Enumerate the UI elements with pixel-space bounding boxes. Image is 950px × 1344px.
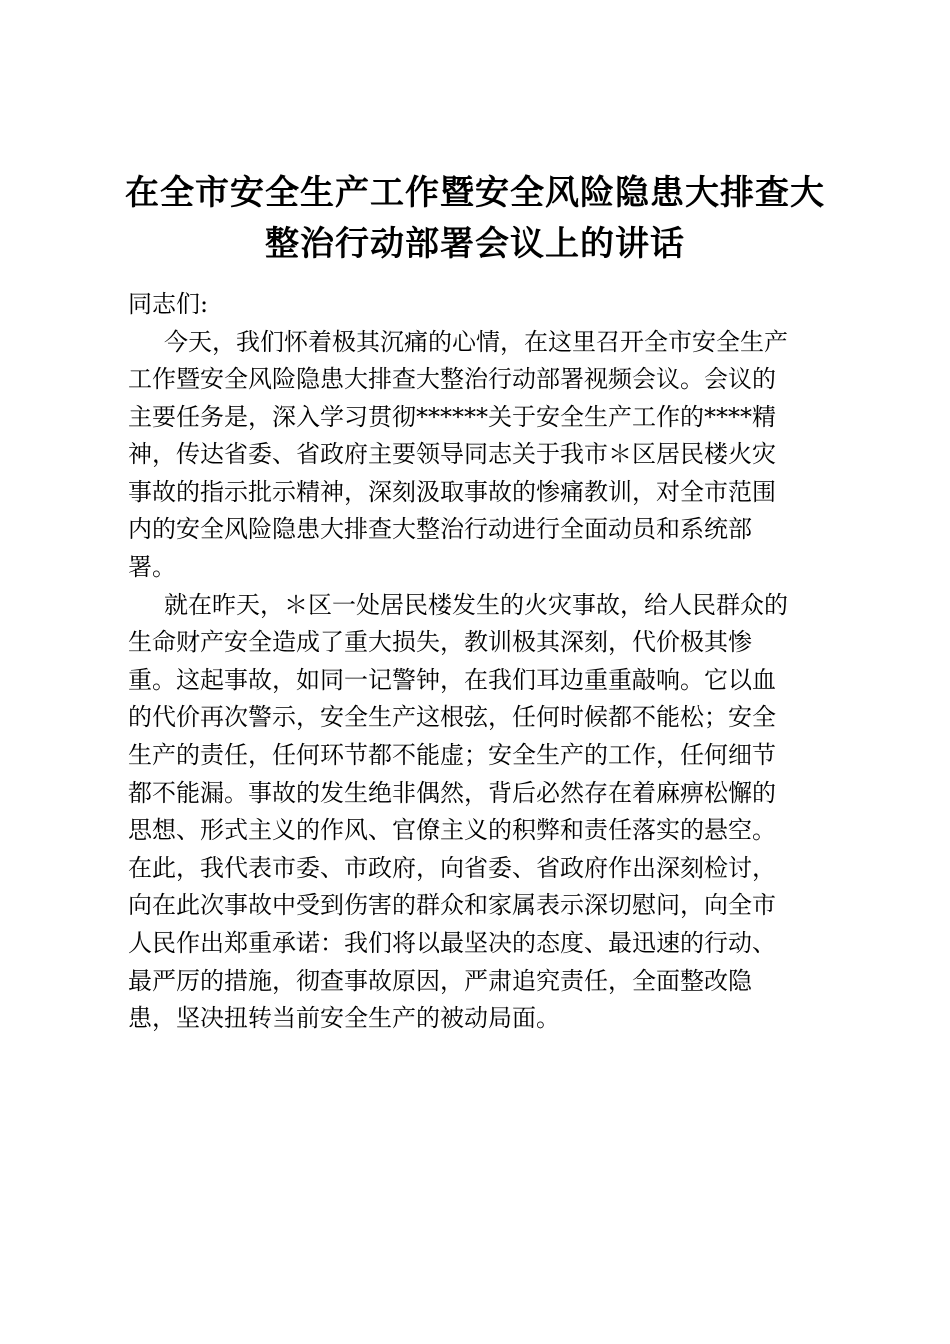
paragraph-line: 今天，我们怀着极其沉痛的心情，在这里召开全市安全生产 [164,327,788,356]
paragraph-line: 思想、形式主义的作风、官僚主义的积弊和责任落实的悬空。 [128,816,776,845]
title-line-1: 在全市安全生产工作暨安全风险隐患大排查大 [125,173,825,213]
document-body [128,286,828,1038]
paragraph-line: 重。这起事故，如同一记警钟，在我们耳边重重敲响。它以血 [128,665,776,694]
paragraph-line: 内的安全风险隐患大排查大整治行动进行全面动员和系统部 [128,515,752,544]
paragraph-line: 都不能漏。事故的发生绝非偶然，背后必然存在着麻痹松懈的 [128,778,776,807]
paragraph-line: 神，传达省委、省政府主要领导同志关于我市＊区居民楼火灾 [128,440,776,469]
paragraph-1 [128,324,828,587]
paragraph-line: 主要任务是，深入学习贯彻******关于安全生产工作的****精 [128,402,776,431]
document-title [100,168,850,270]
greeting: 同志们: [128,290,209,318]
paragraph-2 [128,587,828,1038]
paragraph-line: 最严厉的措施，彻查事故原因，严肃追究责任，全面整改隐 [128,966,752,995]
title-line-2: 整治行动部署会议上的讲话 [265,224,685,264]
paragraph-line: 署。 [128,553,176,582]
paragraph-line: 就在昨天，＊区一处居民楼发生的火灾事故，给人民群众的 [164,590,788,619]
paragraph-line: 生命财产安全造成了重大损失，教训极其深刻，代价极其惨 [128,628,752,657]
paragraph-line: 在此，我代表市委、市政府，向省委、省政府作出深刻检讨， [128,853,776,882]
paragraph-line: 患，坚决扭转当前安全生产的被动局面。 [128,1004,560,1033]
paragraph-line: 生产的责任，任何环节都不能虚；安全生产的工作，任何细节 [128,741,776,770]
paragraph-line: 人民作出郑重承诺：我们将以最坚决的态度、最迅速的行动、 [128,929,776,957]
paragraph-line: 向在此次事故中受到伤害的群众和家属表示深切慰问，向全市 [128,891,776,920]
paragraph-line: 事故的指示批示精神，深刻汲取事故的惨痛教训，对全市范围 [128,477,776,506]
paragraph-line: 工作暨安全风险隐患大排查大整治行动部署视频会议。会议的 [128,365,776,394]
paragraph-line: 的代价再次警示，安全生产这根弦，任何时候都不能松；安全 [128,703,776,732]
